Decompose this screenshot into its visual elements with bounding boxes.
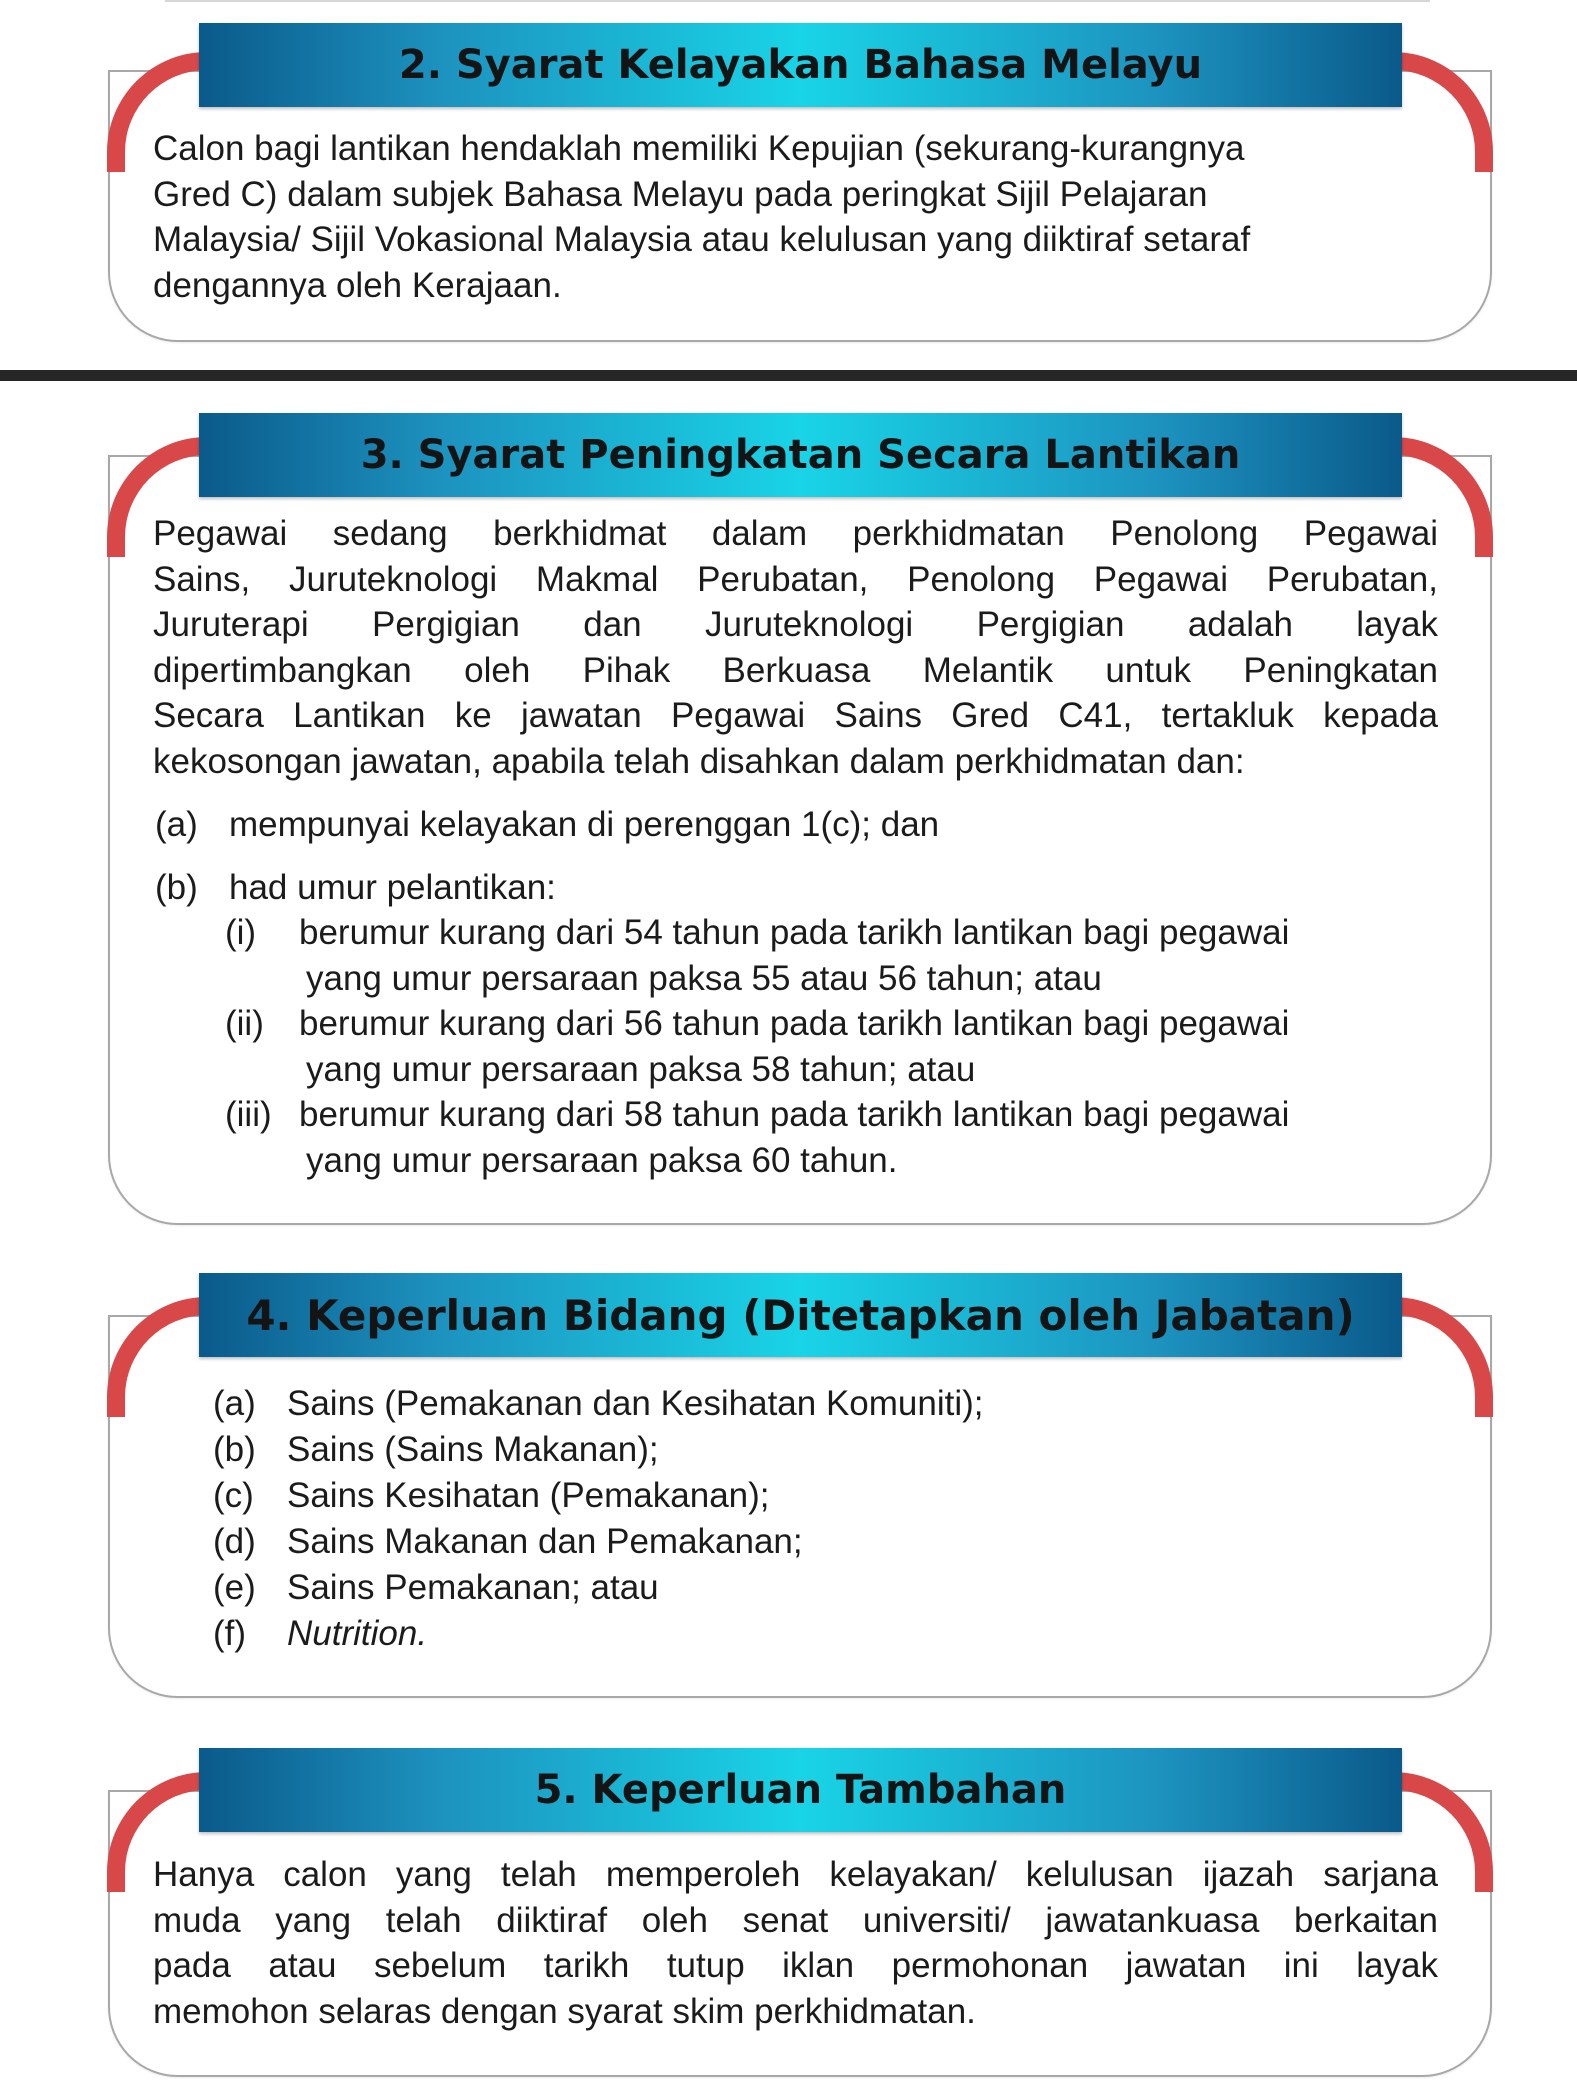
paragraph-line: kekosongan jawatan, apabila telah disahkan dalam perkhidmatan dan: xyxy=(153,741,1245,781)
paragraph-line: Calon bagi lantikan hendaklah memiliki Kepujian (sekurang-kurangnya xyxy=(153,129,1245,168)
list-text: had umur pelantikan: xyxy=(229,868,556,907)
list-item xyxy=(155,802,939,848)
section-paragraph xyxy=(153,511,1438,784)
sub-list-item xyxy=(225,1092,1289,1183)
paragraph-line: Juruterapi Pergigian dan Juruteknologi Pergigian adalah layak xyxy=(153,605,1438,644)
paragraph-line: Pegawai sedang berkhidmat dalam perkhidmatan Penolong Pegawai xyxy=(153,514,1438,553)
list-item xyxy=(213,1611,427,1657)
list-text: Sains (Sains Makanan); xyxy=(287,1430,659,1469)
section-bahasa-melayu xyxy=(100,20,1500,342)
section-title: 3. Syarat Peningkatan Secara Lantikan xyxy=(360,432,1241,478)
list-text: Nutrition. xyxy=(287,1614,428,1653)
list-item xyxy=(213,1427,659,1473)
list-text: mempunyai kelayakan di perenggan 1(c); dan xyxy=(229,805,940,844)
section-header xyxy=(199,1273,1402,1357)
list-marker: (f) xyxy=(213,1614,247,1653)
list-marker: (d) xyxy=(213,1522,256,1561)
list-text: Sains (Pemakanan dan Kesihatan Komuniti); xyxy=(287,1384,984,1423)
section-header xyxy=(199,1748,1402,1832)
list-text-continued: yang umur persaraan paksa 58 tahun; atau xyxy=(306,1049,976,1089)
list-text: Sains Kesihatan (Pemakanan); xyxy=(287,1476,770,1515)
list-text-continued: yang umur persaraan paksa 60 tahun. xyxy=(306,1140,898,1180)
paragraph-line: dipertimbangkan oleh Pihak Berkuasa Melantik untuk Peningkatan xyxy=(153,650,1438,690)
list-marker: (b) xyxy=(213,1430,256,1469)
section-paragraph xyxy=(153,1852,1438,2034)
list-marker: (iii) xyxy=(225,1095,272,1134)
list-item xyxy=(213,1519,803,1565)
list-item xyxy=(213,1381,984,1427)
paragraph-line: Secara Lantikan ke jawatan Pegawai Sains Gred C41, tertakluk kepada xyxy=(153,696,1438,735)
section-paragraph xyxy=(153,126,1438,308)
sub-list-item xyxy=(225,910,1289,1001)
paragraph-line: Malaysia/ Sijil Vokasional Malaysia atau kelulusan yang diiktiraf setaraf xyxy=(153,220,1251,259)
list-marker: (ii) xyxy=(225,1004,264,1043)
list-marker: (a) xyxy=(155,805,198,844)
section-title: 4. Keperluan Bidang (Ditetapkan oleh Jabatan) xyxy=(246,1290,1355,1340)
list-text: Sains Pemakanan; atau xyxy=(287,1568,659,1607)
list-marker: (e) xyxy=(213,1568,256,1607)
list-marker: (b) xyxy=(155,868,198,907)
paragraph-line: dengannya oleh Kerajaan. xyxy=(153,265,562,305)
section-header xyxy=(199,413,1402,497)
list-text-continued: yang umur persaraan paksa 55 atau 56 tahun; atau xyxy=(306,958,1102,998)
top-rule xyxy=(165,0,1430,2)
section-divider xyxy=(0,370,1577,381)
list-item xyxy=(213,1565,659,1611)
list-item xyxy=(155,865,556,911)
section-header xyxy=(199,23,1402,107)
paragraph-line: Sains, Juruteknologi Makmal Perubatan, Penolong Pegawai Perubatan, xyxy=(153,559,1438,599)
section-title: 5. Keperluan Tambahan xyxy=(534,1767,1067,1813)
section-keperluan-tambahan xyxy=(100,1746,1500,2077)
section-peningkatan xyxy=(100,410,1500,1225)
list-text: berumur kurang dari 54 tahun pada tarikh lantikan bagi pegawai xyxy=(299,913,1290,952)
paragraph-line: Gred C) dalam subjek Bahasa Melayu pada peringkat Sijil Pelajaran xyxy=(153,174,1208,214)
sub-list-item xyxy=(225,1001,1289,1092)
list-text: Sains Makanan dan Pemakanan; xyxy=(287,1522,803,1561)
list-text: berumur kurang dari 58 tahun pada tarikh lantikan bagi pegawai xyxy=(299,1095,1290,1134)
section-keperluan-bidang xyxy=(100,1271,1500,1698)
list-marker: (c) xyxy=(213,1476,254,1515)
paragraph-line: memohon selaras dengan syarat skim perkhidmatan. xyxy=(153,1991,976,2031)
paragraph-line: pada atau sebelum tarikh tutup iklan permohonan jawatan ini layak xyxy=(153,1946,1438,1985)
paragraph-line: Hanya calon yang telah memperoleh kelayakan/ kelulusan ijazah sarjana xyxy=(153,1855,1438,1894)
paragraph-line: muda yang telah diiktiraf oleh senat universiti/ jawatankuasa berkaitan xyxy=(153,1900,1438,1940)
section-title: 2. Syarat Kelayakan Bahasa Melayu xyxy=(398,42,1203,88)
list-text: berumur kurang dari 56 tahun pada tarikh lantikan bagi pegawai xyxy=(299,1004,1290,1043)
list-marker: (i) xyxy=(225,913,257,952)
list-item xyxy=(213,1473,770,1519)
list-marker: (a) xyxy=(213,1384,256,1423)
